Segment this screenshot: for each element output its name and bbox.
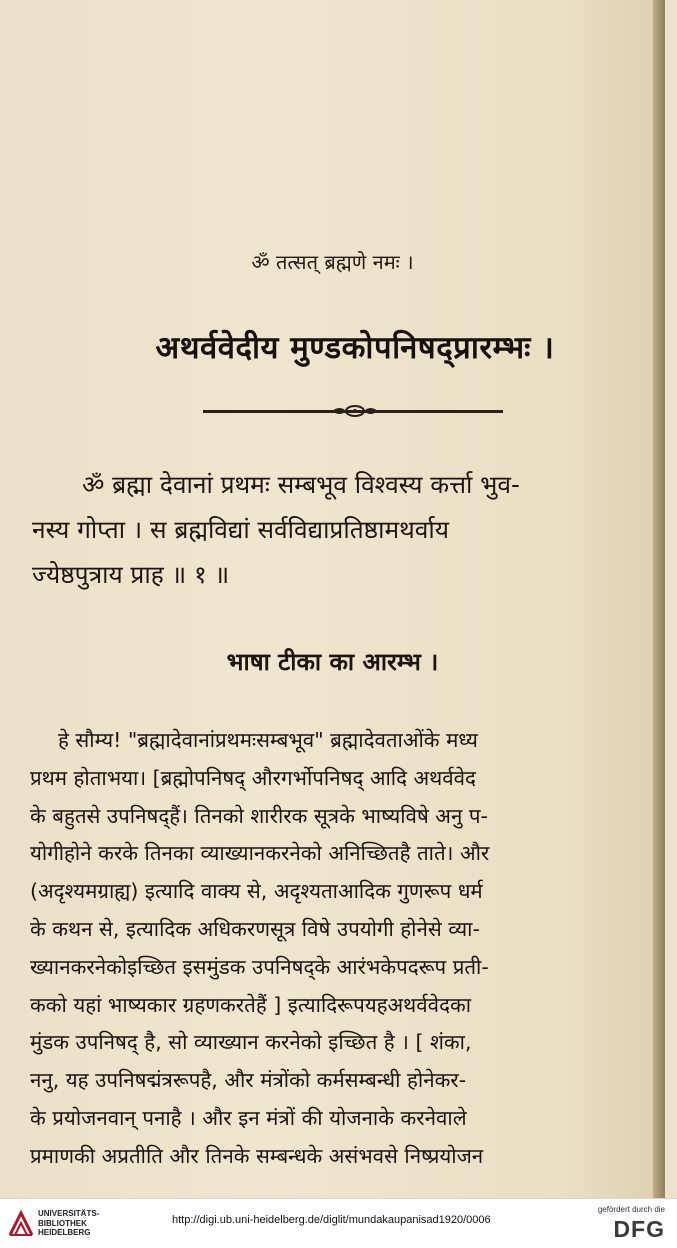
commentary-line: के प्रयोजनवान् पनाहै । और इन मंत्रों की योजनाके करनेवाले — [30, 1105, 467, 1130]
divider-ornament-icon — [330, 403, 380, 419]
commentary-line: (अदृश्यमग्राह्य) इत्यादि वाक्य से, अदृश्यताआदिक गुणरूप धर्म — [30, 879, 483, 904]
commentary-line: योगीहोने करके तिनका व्याख्यानकरनेको अनिच्छितहै ताते। और — [30, 841, 490, 866]
commentary-line: हे सौम्य! "ब्रह्मादेवानांप्रथमःसम्बभूव" ब्रह्मादेवताओंके मध्य — [58, 728, 478, 752]
commentary-line: ननु, यह उपनिषद्मंत्ररूपहै, और मंत्रोंको कर्मसम्बन्धी होनेकर- — [30, 1068, 467, 1093]
commentary-text — [30, 722, 670, 1176]
section-heading: भाषा टीका का आरम्भ । — [226, 648, 439, 676]
verse-line: नस्य गोप्ता । स ब्रह्मविद्यां सर्वविद्याप्रतिष्ठामथर्वाय — [32, 515, 449, 544]
commentary-line: प्रथम होताभया। [ब्रह्मोपनिषद् औरगर्भोपनिषद् आदि अथर्ववेद — [30, 765, 476, 790]
commentary-line: के बहुतसे उपनिषद्हैं। तिनको शारीरक सूत्रके भाष्यविषे अनु प- — [30, 803, 488, 828]
logo-line: UNIVERSITÄTS- — [38, 1209, 100, 1218]
digitization-footer — [0, 1198, 677, 1248]
commentary-line: ख्यानकरनेकोइच्छित इसमुंडक उपनिषद्के आरंभकेपदरूप प्रती- — [30, 954, 489, 979]
page-title: अथर्ववेदीय मुण्डकोपनिषद्प्रारम्भः । — [155, 330, 555, 366]
logo-line: HEIDELBERG — [38, 1228, 91, 1237]
university-library-logo-text — [38, 1209, 99, 1238]
verse-line: ॐ ब्रह्मा देवानां प्रथमः सम्बभूव विश्वस्य कर्त्ता भुव- — [82, 470, 520, 499]
sanskrit-verse — [32, 462, 672, 597]
source-url-link[interactable]: http://digi.ub.uni-heidelberg.de/diglit/mundakaupanisad1920/0006 — [172, 1214, 491, 1226]
verse-line: ज्येष्ठपुत्राय प्राह ॥ १ ॥ — [32, 560, 230, 589]
logo-line: BIBLIOTHEK — [38, 1218, 87, 1228]
university-library-logo-icon — [8, 1209, 34, 1237]
commentary-line: कको यहां भाष्यकार ग्रहणकरतेहैं ] इत्यादिरूपयहअथर्ववेदका — [30, 992, 472, 1017]
dfg-logo: DFG — [613, 1216, 665, 1242]
invocation-line: ॐ तत्सत् ब्रह्मणे नमः । — [251, 250, 414, 274]
commentary-line: के कथन से, इत्यादिक अधिकरणसूत्र विषे उपयोगी होनेसे व्या- — [30, 916, 480, 941]
funded-by-label: gefördert durch die — [597, 1205, 665, 1214]
commentary-line: मुंडक उपनिषद् है, सो व्याख्यान करनेको इच्छित है । [ शंका, — [30, 1030, 472, 1055]
commentary-line: प्रमाणकी अप्रतीति और तिनके सम्बन्धके असंभवसे निष्प्रयोजन — [30, 1143, 484, 1168]
